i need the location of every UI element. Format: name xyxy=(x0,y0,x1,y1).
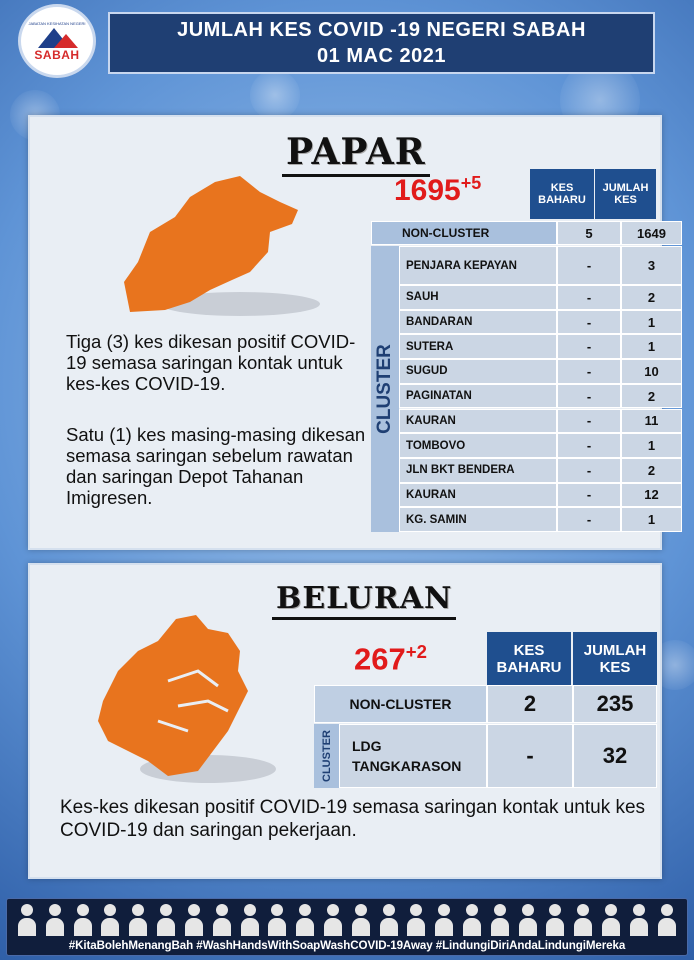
row-total: 1 xyxy=(621,310,682,335)
row-new: - xyxy=(557,334,621,359)
row-name: BANDARAN xyxy=(399,310,557,335)
person-icon xyxy=(406,902,426,936)
person-icon xyxy=(351,902,371,936)
table-row xyxy=(371,221,682,245)
row-total: 2 xyxy=(621,458,682,483)
papar-col-total: JUMLAH KES xyxy=(595,169,656,219)
logo-brand: SABAH xyxy=(34,47,80,62)
person-icon xyxy=(573,902,593,936)
table-row xyxy=(399,483,682,508)
district-title: BELURAN xyxy=(276,581,452,616)
person-icon xyxy=(323,902,343,936)
person-icon xyxy=(156,902,176,936)
row-total: 2 xyxy=(621,285,682,310)
row-new: 2 xyxy=(487,685,573,723)
person-icon xyxy=(490,902,510,936)
person-icon xyxy=(45,902,65,936)
table-row xyxy=(399,334,682,359)
row-new: - xyxy=(487,724,573,788)
papar-map-icon xyxy=(120,172,330,322)
table-row xyxy=(339,724,657,788)
row-new: - xyxy=(557,384,621,409)
row-name: JLN BKT BENDERA xyxy=(399,458,557,483)
district-title: PAPAR xyxy=(286,131,426,173)
row-name: PAGINATAN xyxy=(399,384,557,409)
row-new: - xyxy=(557,507,621,532)
row-total: 3 xyxy=(621,246,682,285)
mountain-icon xyxy=(34,26,80,48)
beluran-text: Kes-kes dikesan positif COVID-19 semasa saringan kontak untuk kes COVID-19 dan saringan pekerjaan. xyxy=(60,797,646,841)
row-new: - xyxy=(557,409,621,434)
row-new: - xyxy=(557,310,621,335)
beluran-col-total: JUMLAH KES xyxy=(573,632,657,685)
beluran-map-icon xyxy=(88,611,278,791)
papar-text-2: Satu (1) kes masing-masing dikesan semasa saringan sebelum rawatan dan saringan Depot Tahanan Imigresen. xyxy=(66,424,366,508)
row-total: 235 xyxy=(573,685,657,723)
table-row xyxy=(399,359,682,384)
footer-banner xyxy=(6,898,688,956)
papar-total: $1695^{+5}$ xyxy=(394,173,482,207)
person-icon xyxy=(379,902,399,936)
person-icon xyxy=(518,902,538,936)
row-name: PENJARA KEPAYAN xyxy=(399,246,557,285)
virus-decoration xyxy=(250,70,300,120)
person-icon xyxy=(601,902,621,936)
table-row xyxy=(399,409,682,434)
row-new: - xyxy=(557,433,621,458)
row-total: 1 xyxy=(621,507,682,532)
person-icon xyxy=(17,902,37,936)
person-icon xyxy=(267,902,287,936)
cluster-label-text: CLUSTER xyxy=(374,344,396,434)
beluran-panel xyxy=(28,563,662,879)
person-icon xyxy=(73,902,93,936)
table-row xyxy=(399,246,682,285)
person-icon xyxy=(545,902,565,936)
row-name: LDG TANGKARASON xyxy=(339,724,487,788)
person-icon xyxy=(184,902,204,936)
row-total: 1 xyxy=(621,334,682,359)
papar-text-1: Tiga (3) kes dikesan positif COVID-19 semasa saringan kontak untuk kes-kes COVID-19. xyxy=(66,331,356,394)
table-row xyxy=(399,507,682,532)
row-total: 1649 xyxy=(621,221,682,245)
person-icon xyxy=(434,902,454,936)
row-total: 11 xyxy=(621,409,682,434)
table-row xyxy=(399,384,682,409)
row-new: - xyxy=(557,246,621,285)
row-name: KAURAN xyxy=(399,409,557,434)
row-new: - xyxy=(557,285,621,310)
person-icon xyxy=(240,902,260,936)
row-total: 12 xyxy=(621,483,682,508)
row-name: TOMBOVO xyxy=(399,433,557,458)
footer-hashtags: #KitaBolehMenangBah #WashHandsWithSoapWashCOVID-19Away #LindungiDiriAndaLindungiMereka xyxy=(68,939,626,952)
table-row xyxy=(399,433,682,458)
person-icon xyxy=(657,902,677,936)
person-icon xyxy=(212,902,232,936)
papar-col-new: KES BAHARU xyxy=(530,169,594,219)
row-total: 10 xyxy=(621,359,682,384)
person-icon xyxy=(295,902,315,936)
row-total: 1 xyxy=(621,433,682,458)
papar-panel xyxy=(28,115,666,550)
beluran-total: $267^{+2}$ xyxy=(354,641,427,677)
table-row xyxy=(399,458,682,483)
logo-tagline: JABATAN KESIHATAN NEGERI xyxy=(28,20,86,26)
row-new: - xyxy=(557,359,621,384)
table-row xyxy=(314,685,657,723)
person-icon xyxy=(629,902,649,936)
page-header xyxy=(108,12,655,74)
row-name: KAURAN xyxy=(399,483,557,508)
row-total: 32 xyxy=(573,724,657,788)
table-row xyxy=(399,285,682,310)
sabah-health-logo xyxy=(18,4,96,78)
row-new: - xyxy=(557,483,621,508)
row-name: KG. SAMIN xyxy=(399,507,557,532)
person-icon xyxy=(100,902,120,936)
row-total: 2 xyxy=(621,384,682,409)
row-name: NON-CLUSTER xyxy=(314,685,487,723)
cluster-label xyxy=(371,246,399,532)
cluster-label-text: CLUSTER xyxy=(320,730,333,782)
header-title: JUMLAH KES COVID -19 NEGERI SABAH xyxy=(177,19,586,41)
row-name: NON-CLUSTER xyxy=(371,221,557,245)
row-new: - xyxy=(557,458,621,483)
cluster-label xyxy=(314,724,339,788)
header-date: 01 MAC 2021 xyxy=(317,45,446,67)
person-icon xyxy=(462,902,482,936)
row-new: 5 xyxy=(557,221,621,245)
row-name: SUTERA xyxy=(399,334,557,359)
frontliner-icons xyxy=(17,902,677,938)
table-row xyxy=(399,310,682,335)
row-name: SUGUD xyxy=(399,359,557,384)
beluran-col-new: KES BAHARU xyxy=(487,632,571,685)
row-name: SAUH xyxy=(399,285,557,310)
person-icon xyxy=(128,902,148,936)
